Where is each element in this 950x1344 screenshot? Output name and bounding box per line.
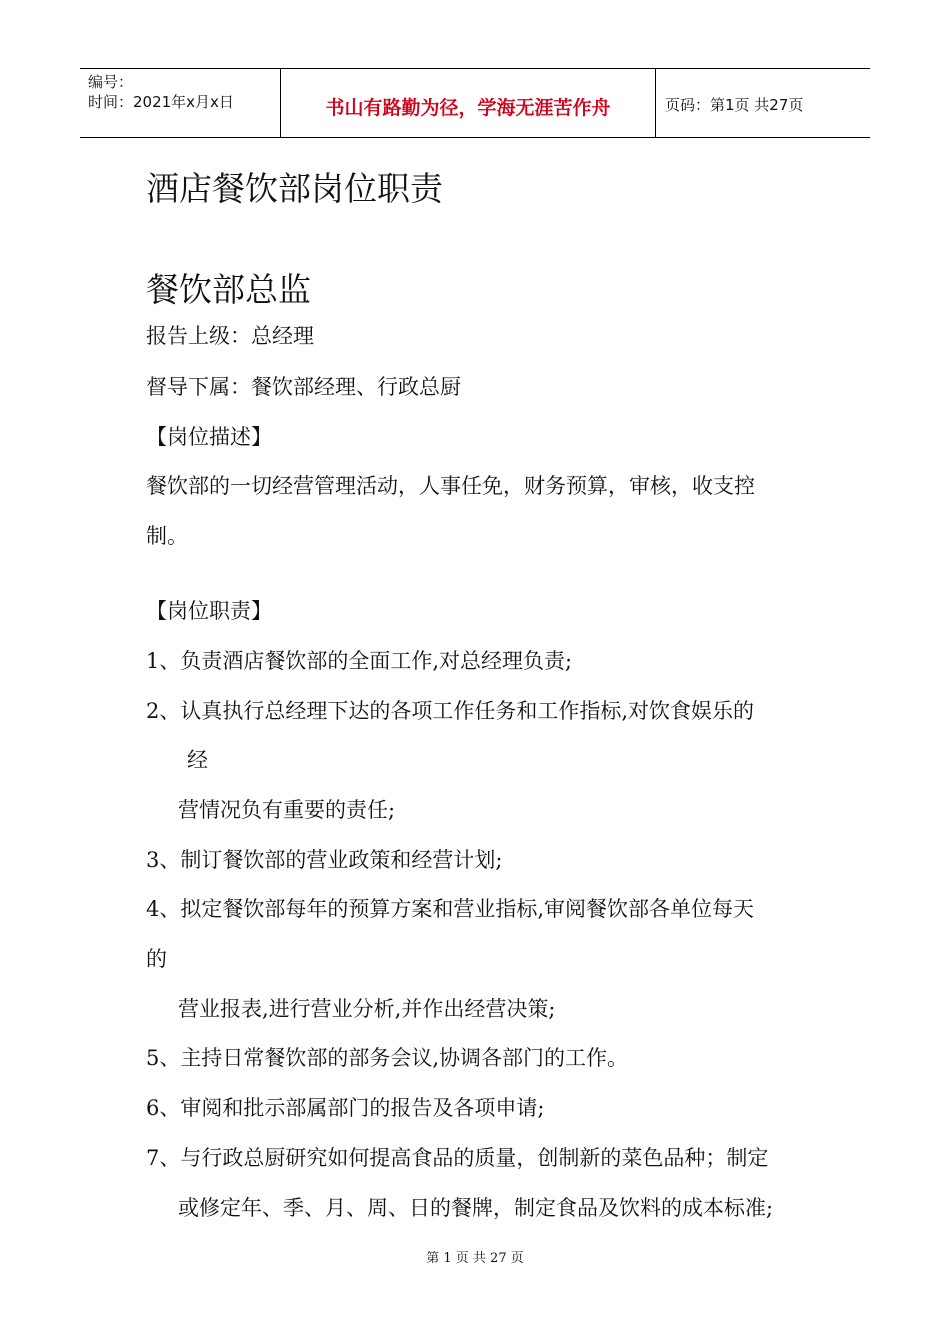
- report-to-line: 报告上级：总经理: [146, 324, 314, 348]
- duty-item-wrap: 经: [187, 748, 208, 772]
- duty-item: 5、主持日常餐饮部的部务会议,协调各部门的工作。: [146, 1046, 629, 1070]
- duty-item-cont: 或修定年、季、月、周、日的餐牌，制定食品及饮料的成本标准;: [178, 1196, 774, 1220]
- section-title: 餐饮部总监: [146, 270, 311, 309]
- header-middle-cell: [280, 69, 656, 137]
- duty-item-cont: 营业报表,进行营业分析,并作出经营决策;: [178, 997, 556, 1021]
- duty-item: 6、审阅和批示部属部门的报告及各项申请;: [146, 1096, 545, 1120]
- duty-item-cont: 营情况负有重要的责任;: [178, 798, 396, 822]
- duty-item: 7、与行政总厨研究如何提高食品的质量，创制新的菜色品种；制定: [146, 1146, 769, 1170]
- subordinates-line: 督导下属：餐饮部经理、行政总厨: [146, 375, 461, 399]
- job-description-text-cont: 制。: [146, 524, 188, 548]
- header-right-cell: [655, 69, 870, 137]
- page-footer: 第 1 页 共 27 页: [426, 1251, 524, 1266]
- duty-item-wrap: 的: [146, 947, 167, 971]
- duty-item: 3、制订餐饮部的营业政策和经营计划;: [146, 848, 503, 872]
- page-header: [80, 68, 870, 138]
- job-duties-heading: 【岗位职责】: [146, 599, 272, 623]
- document-title: 酒店餐饮部岗位职责: [146, 169, 443, 208]
- duty-item: 2、认真执行总经理下达的各项工作任务和工作指标,对饮食娱乐的: [146, 699, 755, 723]
- job-description-heading: 【岗位描述】: [146, 425, 272, 449]
- serial-number-label: 编号：: [88, 73, 134, 91]
- duty-item: 1、负责酒店餐饮部的全面工作,对总经理负责;: [146, 649, 573, 673]
- header-page-info: 页码：第1页 共27页: [665, 96, 804, 114]
- date-label: 时间：2021年x月x日: [88, 93, 234, 111]
- header-motto: 书山有路勤为径，学海无涯苦作舟: [325, 97, 611, 119]
- job-description-text: 餐饮部的一切经营管理活动，人事任免，财务预算，审核，收支控: [146, 474, 755, 498]
- header-left-cell: [80, 69, 280, 137]
- duty-item: 4、拟定餐饮部每年的预算方案和营业指标,审阅餐饮部各单位每天: [146, 897, 755, 921]
